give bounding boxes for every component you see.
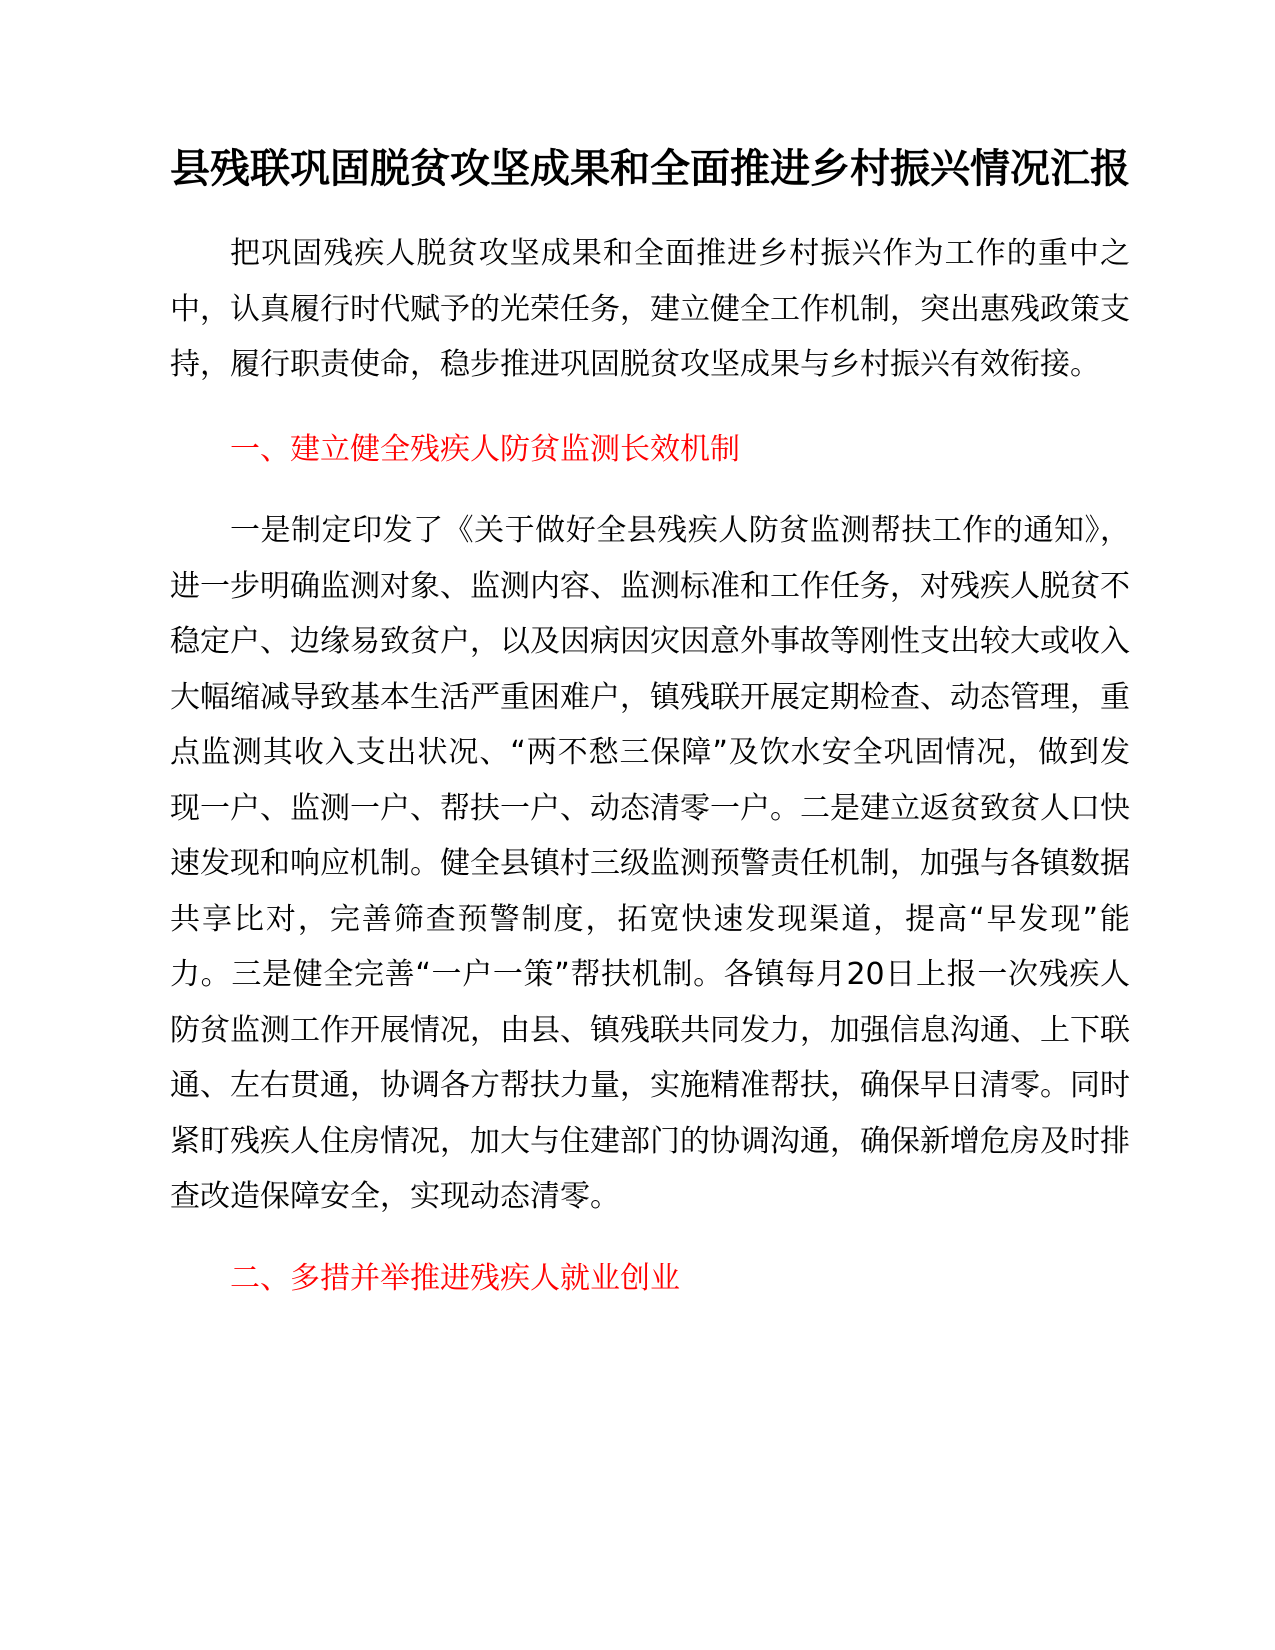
document-page [170, 138, 1130, 1306]
section-1-body: 一是制定印发了《关于做好全县残疾人防贫监测帮扶工作的通知》，进一步明确监测对象、监测内容、监测标准和工作任务，对残疾人脱贫不稳定户、边缘易致贫户，以及因病因灾因意外事故等刚性支出较大或收入大幅缩减导致基本生活严重困难户，镇残联开展定期检查、动态管理，重点监测其收入支出状况、“两不愁三保障”及饮水安全巩固情况，做到发现一户、监测一户、帮扶一户、动态清零一户。二是建立返贫致贫人口快速发现和响应机制。健全县镇村三级监测预警责任机制，加强与各镇数据共享比对，完善筛查预警制度，拓宽快速发现渠道，提高“早发现”能力。三是健全完善“一户一策”帮扶机制。各镇每月20日上报一次残疾人防贫监测工作开展情况，由县、镇残联共同发力，加强信息沟通、上下联通、左右贯通，协调各方帮扶力量，实施精准帮扶，确保早日清零。同时紧盯残疾人住房情况，加大与住建部门的协调沟通，确保新增危房及时排查改造保障安全，实现动态清零。 [170, 513, 1130, 1214]
section-heading-2: 二、多措并举推进残疾人就业创业 [230, 1260, 680, 1296]
document-title: 县残联巩固脱贫攻坚成果和全面推进乡村振兴情况汇报 [170, 146, 1130, 192]
section-heading-1: 一、建立健全残疾人防贫监测长效机制 [230, 431, 740, 467]
intro-paragraph: 把巩固残疾人脱贫攻坚成果和全面推进乡村振兴作为工作的重中之中，认真履行时代赋予的光荣任务，建立健全工作机制，突出惠残政策支持，履行职责使命，稳步推进巩固脱贫攻坚成果与乡村振兴有效衔接。 [170, 236, 1130, 382]
